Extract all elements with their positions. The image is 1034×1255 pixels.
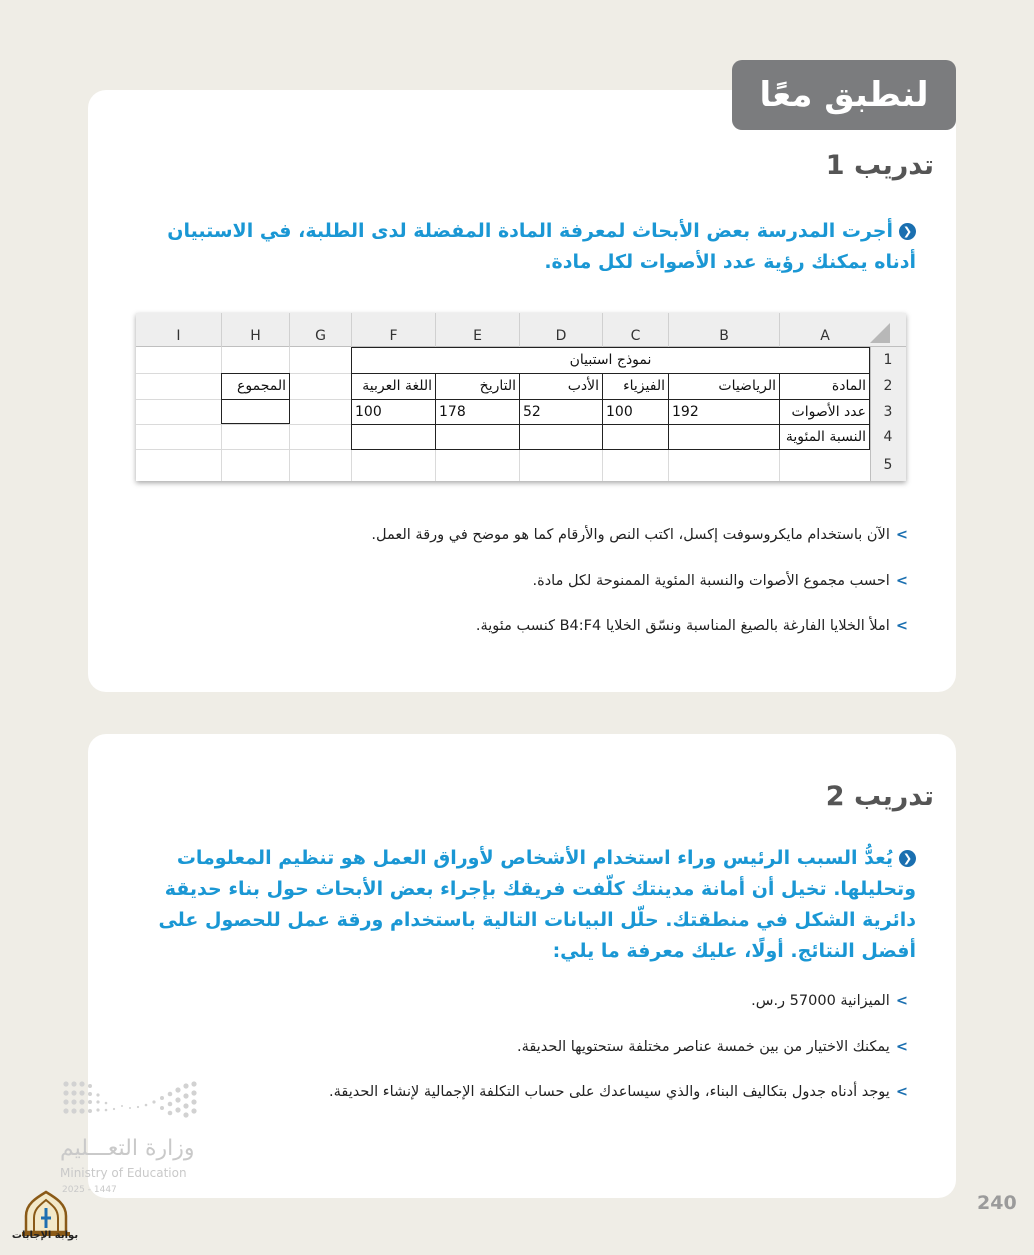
exercise2-bullet-2: >يمكنك الاختيار من بين خمسة عناصر مختلفة ستحتويها الحديقة. bbox=[516, 1039, 908, 1055]
column-header-b[interactable]: B bbox=[668, 313, 779, 347]
row-header-4[interactable]: 4 bbox=[883, 428, 893, 445]
lets-practice-tag bbox=[732, 60, 956, 130]
lets-practice-label: لنطبق معًا bbox=[759, 75, 929, 115]
arrow-icon: > bbox=[895, 527, 908, 543]
arrow-icon: > bbox=[895, 993, 908, 1009]
arrow-icon: > bbox=[895, 618, 908, 634]
portal-label: بوابة الإجابات bbox=[11, 1230, 79, 1241]
exercise1-intro-text: أجرت المدرسة بعض الأبحاث لمعرفة المادة المفضلة لدى الطلبة، في الاستبيان أدناه يمكنك رؤية عدد الأصوات لكل مادة. bbox=[167, 220, 916, 273]
exercise1-bullet-3: >املأ الخلايا الفارغة بالصيغ المناسبة ونسّق الخلايا B4:F4 كنسب مئوية. bbox=[475, 618, 908, 634]
page-number: 240 bbox=[977, 1192, 1017, 1214]
exercise2-bullet-1: >الميزانية 57000 ر.س. bbox=[751, 993, 908, 1009]
column-header-h[interactable]: H bbox=[221, 313, 289, 347]
arrow-icon: > bbox=[895, 1039, 908, 1055]
subject-cell-e2[interactable]: التاريخ bbox=[479, 378, 516, 394]
row-header-2[interactable]: 2 bbox=[883, 378, 893, 394]
votes-cell-d3[interactable]: 52 bbox=[523, 403, 541, 420]
subject-cell-c2[interactable]: الفيزياء bbox=[623, 378, 665, 394]
exercise1-bullet-2: >احسب مجموع الأصوات والنسبة المئوية الممنوحة لكل مادة. bbox=[532, 573, 908, 589]
votes-cell-c3[interactable]: 100 bbox=[606, 403, 633, 420]
votes-cell-f3[interactable]: 100 bbox=[355, 403, 382, 420]
title-border bbox=[351, 347, 870, 374]
ministry-year: 2025 - 1447 bbox=[62, 1185, 117, 1195]
column-header-c[interactable]: C bbox=[602, 313, 668, 347]
subject-cell-b2[interactable]: الرياضيات bbox=[718, 378, 776, 394]
chevron-circle-icon: ❮ bbox=[899, 850, 916, 867]
dots-logo-icon bbox=[62, 1080, 198, 1118]
arrow-icon: > bbox=[895, 1084, 908, 1100]
subject-cell-d2[interactable]: الأدب bbox=[567, 378, 599, 394]
column-header-f[interactable]: F bbox=[351, 313, 435, 347]
row-header-3[interactable]: 3 bbox=[883, 403, 893, 420]
exercise1-intro bbox=[156, 216, 916, 278]
exercise2-intro-text: يُعدُّ السبب الرئيس وراء استخدام الأشخاص لأوراق العمل هو تنظيم المعلومات وتحليلها. تخيل أن أمانة مدينتك كلّفت فريقك بإجراء بعض الأبحاث حول بناء حديقة دائرية الشكل في منطقتك. حلّل البيانات التالية باستخدام ورقة عمل للحصول على أفضل النتائج. أولًا، عليك معرفة ما يلي: bbox=[158, 847, 916, 962]
exercise1-bullet-1: >الآن باستخدام مايكروسوفت إكسل، اكتب النص والأرقام كما هو موضح في ورقة العمل. bbox=[371, 527, 908, 543]
exercise2-bullet-3: >يوجد أدناه جدول بتكاليف البناء، والذي سيساعدك على حساب التكلفة الإجمالية لإنشاء الحديقة. bbox=[329, 1084, 908, 1100]
chevron-circle-icon: ❮ bbox=[899, 223, 916, 240]
ministry-name-arabic: وزارة التعـــليم bbox=[60, 1136, 195, 1161]
percent-label-cell[interactable]: النسبة المئوية bbox=[785, 428, 866, 445]
column-header-i[interactable]: I bbox=[176, 328, 181, 344]
exercise2-title: تدريب 2 bbox=[825, 781, 934, 812]
subject-label-cell[interactable]: المادة bbox=[831, 378, 866, 394]
ministry-name-english: Ministry of Education bbox=[60, 1166, 187, 1180]
column-header-e[interactable]: E bbox=[435, 313, 519, 347]
column-header-d[interactable]: D bbox=[519, 313, 602, 347]
votes-cell-b3[interactable]: 192 bbox=[672, 403, 699, 420]
select-all-corner[interactable] bbox=[870, 323, 890, 343]
row-header-1[interactable]: 1 bbox=[883, 352, 893, 368]
row-header-5[interactable]: 5 bbox=[883, 457, 893, 473]
survey-spreadsheet bbox=[136, 313, 906, 481]
survey-title: نموذج استبيان bbox=[569, 352, 652, 368]
total-label-cell[interactable]: المجموع bbox=[237, 378, 286, 394]
column-header-a[interactable]: A bbox=[779, 313, 870, 347]
votes-label-cell[interactable]: عدد الأصوات bbox=[791, 403, 866, 420]
subject-cell-f2[interactable]: اللغة العربية bbox=[362, 378, 432, 394]
arrow-icon: > bbox=[895, 573, 908, 589]
exercise1-title: تدريب 1 bbox=[825, 150, 934, 181]
column-header-g[interactable]: G bbox=[289, 313, 351, 347]
votes-cell-e3[interactable]: 178 bbox=[439, 403, 466, 420]
exercise2-intro bbox=[156, 843, 916, 967]
